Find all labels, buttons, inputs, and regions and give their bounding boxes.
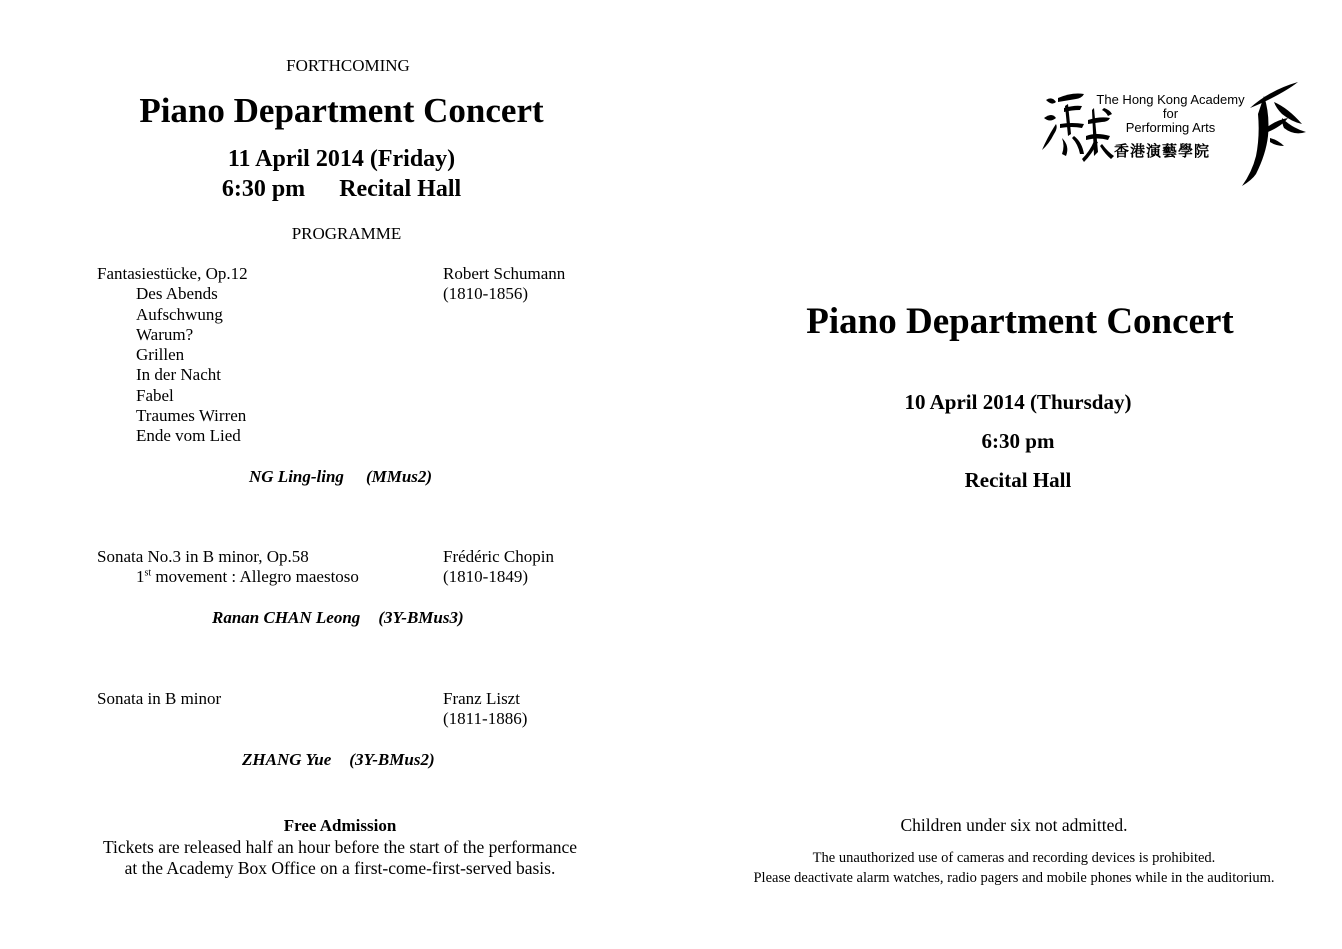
movement-title: Ende vom Lied [136,426,241,445]
movement-title: Aufschwung [136,305,223,324]
academy-name-chinese: 香港演藝學院 [1114,142,1211,160]
concert-time: 6:30 pm [981,429,1055,453]
free-admission-heading: Free Admission [283,816,397,835]
movement-ordinal: 1 [136,567,145,586]
movement-ordinal-suffix: st [144,567,152,579]
camera-notice: The unauthorized use of cameras and recording devices is prohibited. [812,850,1216,866]
piece-title: Fantasiestücke, Op.12 [97,264,248,283]
piece-title: Sonata No.3 in B minor, Op.58 [97,547,309,566]
performer-programme: (3Y-BMus2) [349,750,435,769]
forthcoming-time-venue [40,176,643,203]
performer-name: Ranan CHAN Leong [212,608,361,627]
alarm-notice: Please deactivate alarm watches, radio pagers and mobile phones while in the auditorium. [753,870,1275,886]
performer-line [242,750,435,770]
composer-dates: (1810-1856) [443,284,528,303]
composer-name: Frédéric Chopin [443,547,554,566]
children-notice: Children under six not admitted. [900,815,1128,835]
forthcoming-venue: Recital Hall [339,176,462,202]
movement-title [136,567,359,587]
concert-date: 10 April 2014 (Thursday) [904,390,1132,414]
forthcoming-time: 6:30 pm [221,176,306,202]
performer-line [249,467,432,487]
performer-name: ZHANG Yue [242,750,332,769]
forthcoming-concert-title: Piano Department Concert [139,91,544,130]
movement-title: Des Abends [136,284,218,303]
programme-heading: PROGRAMME [291,224,402,243]
forthcoming-concert-date: 11 April 2014 (Friday) [227,146,456,172]
movement-text: movement : Allegro maestoso [151,567,359,586]
ticket-info-line: Tickets are released half an hour before the start of the performance [102,837,578,857]
performer-programme: (MMus2) [365,467,433,486]
ticket-info-line: at the Academy Box Office on a first-come-first-served basis. [124,858,556,878]
movement-title: Warum? [136,325,194,344]
academy-name-line: The Hong Kong Academy [1096,92,1245,107]
composer-name: Franz Liszt [443,689,520,708]
piece-title: Sonata in B minor [97,689,222,708]
academy-name-line: Performing Arts [1125,120,1216,135]
movement-title: Grillen [136,345,185,364]
movement-title: Traumes Wirren [136,406,247,425]
academy-name-line: for [1162,106,1179,121]
academy-name-english [1088,93,1253,135]
composer-dates: (1810-1849) [443,567,528,586]
performer-programme: (3Y-BMus3) [378,608,464,627]
concert-venue: Recital Hall [964,468,1072,492]
forthcoming-label: FORTHCOMING [286,56,410,75]
concert-title: Piano Department Concert [806,301,1234,342]
composer-name: Robert Schumann [443,264,566,283]
composer-dates: (1811-1886) [443,709,528,728]
movement-title: In der Nacht [136,365,221,384]
performer-name: NG Ling-ling [249,467,344,486]
movement-title: Fabel [136,386,174,405]
performer-line [212,608,464,628]
